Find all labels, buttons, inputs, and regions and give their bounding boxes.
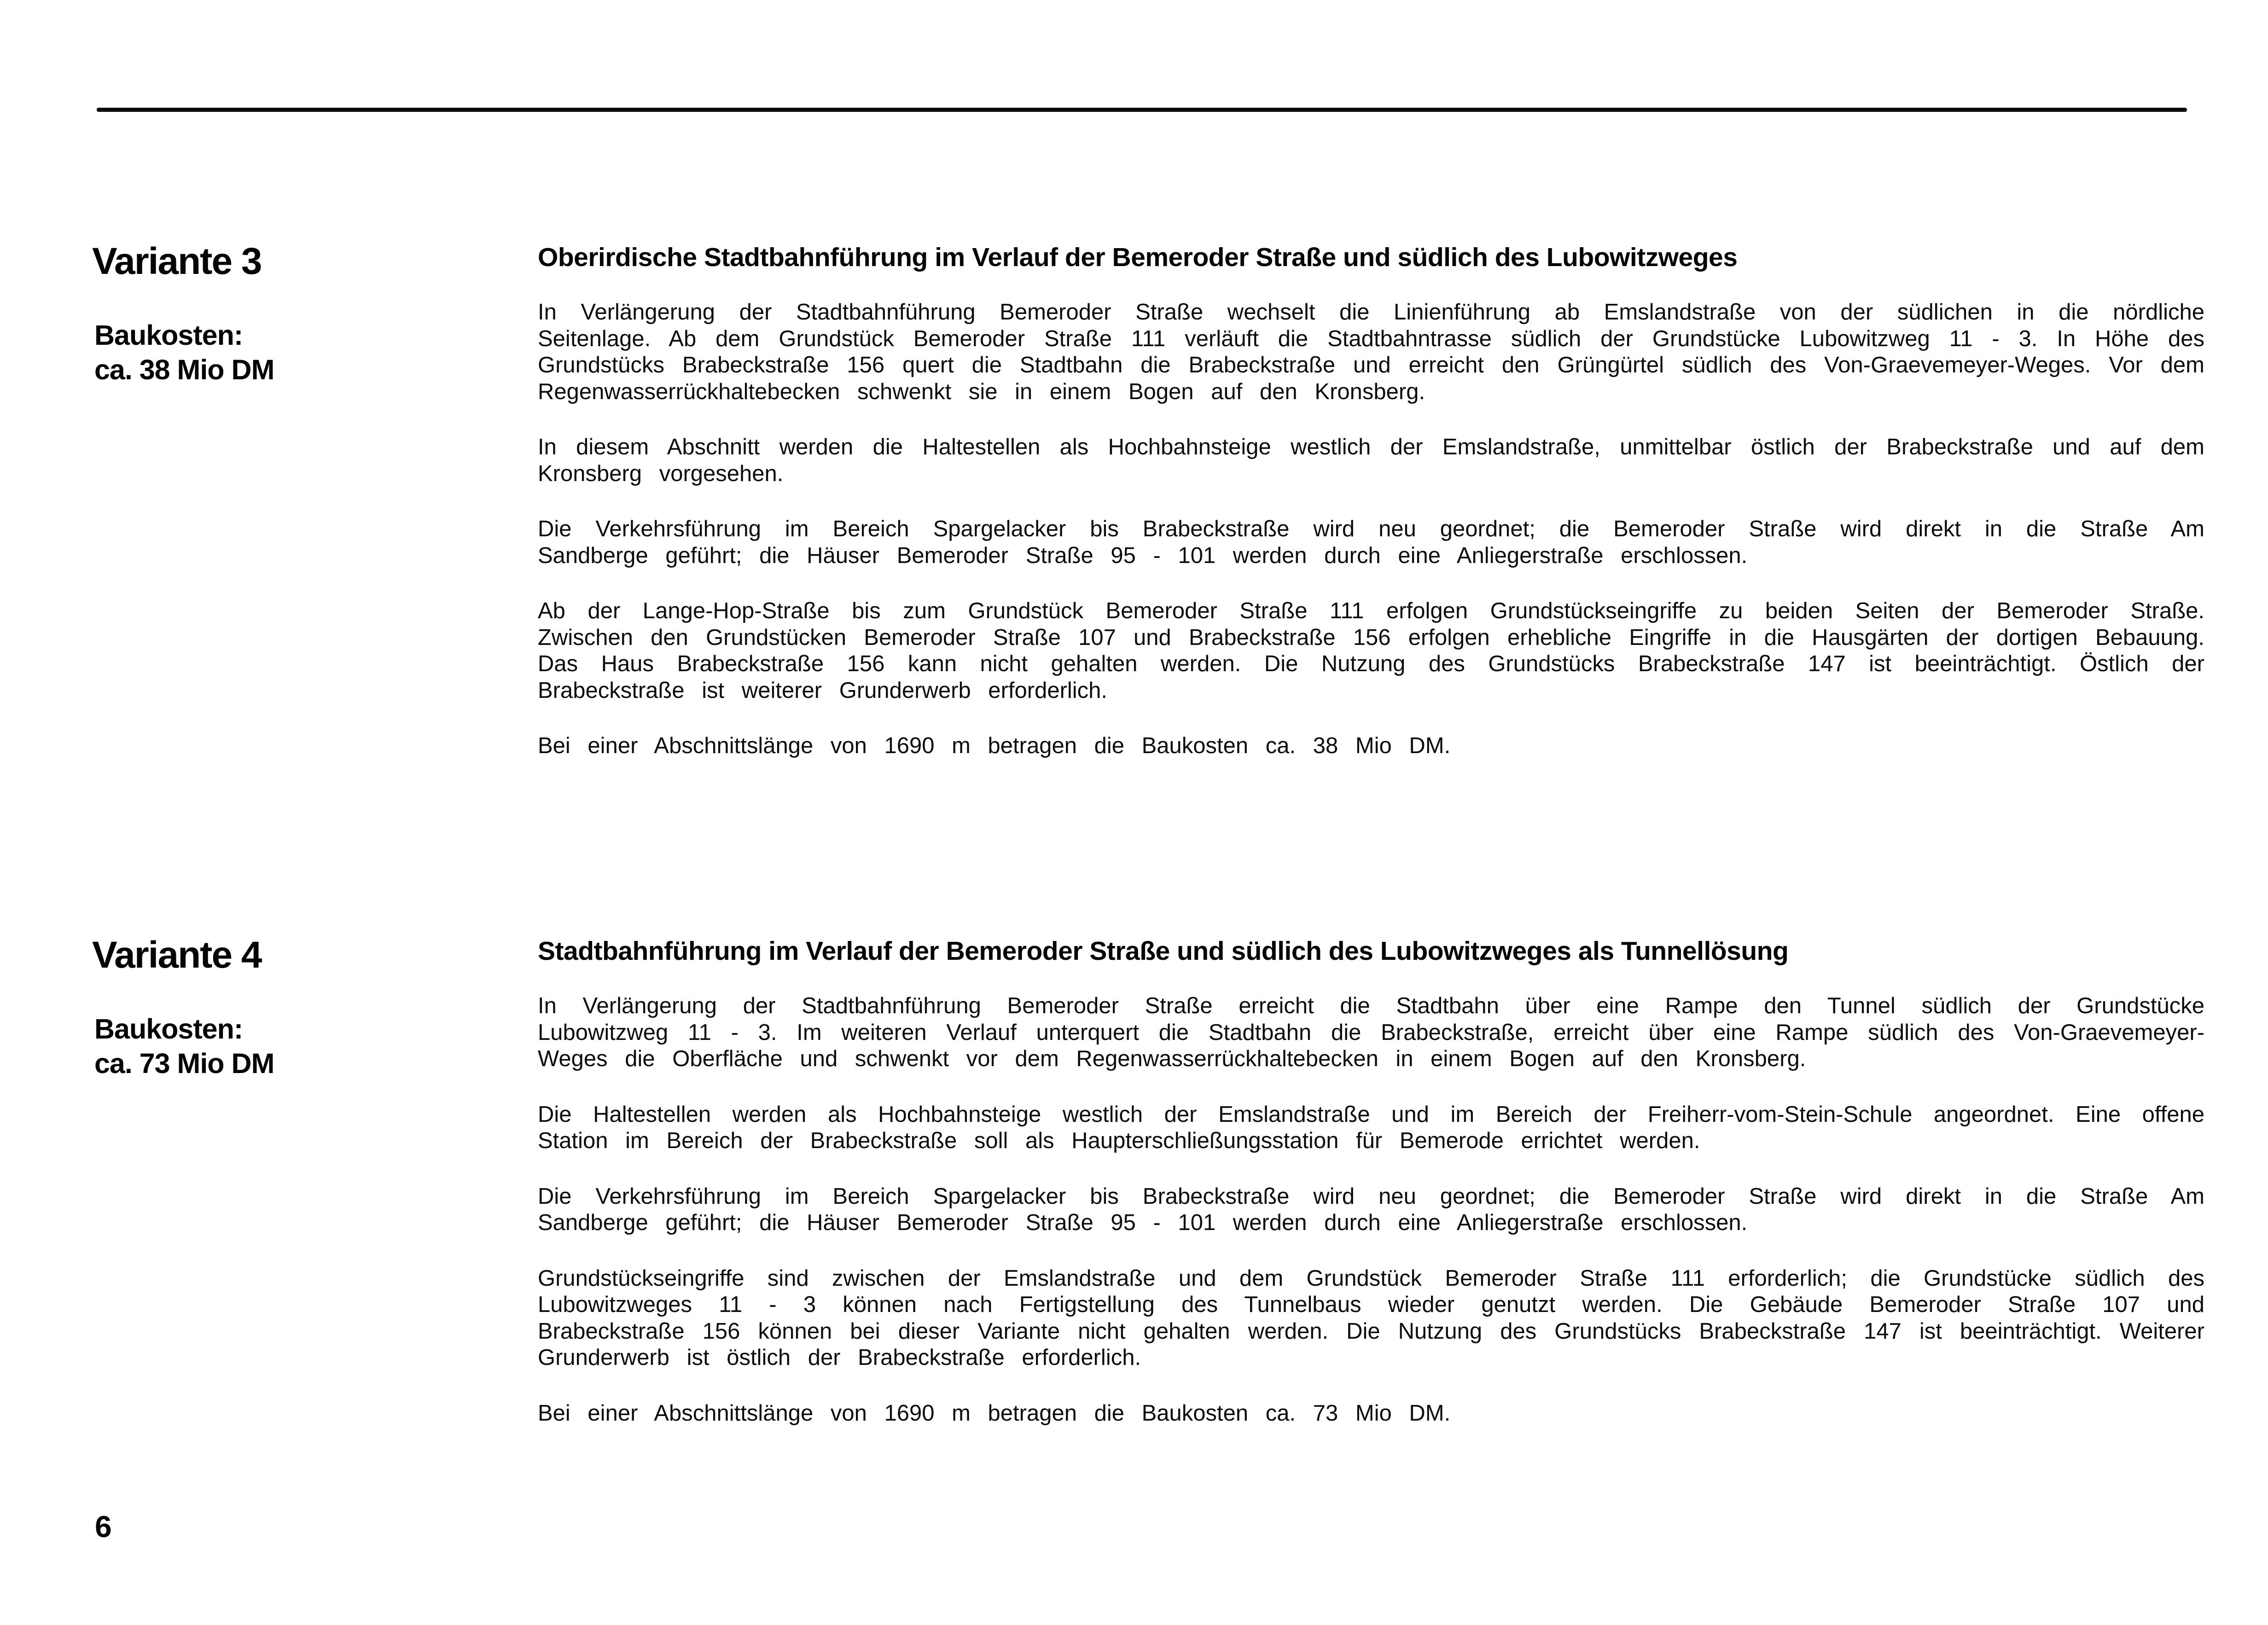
paragraph: In Verlängerung der Stadtbahnführung Bemeroder Straße erreicht die Stadtbahn über eine Rampe den Tunnel südlich der Grundstücke Lubowitzweg 11 - 3. Im weiteren Verlauf unterquert die Stadtbahn die Brabeckstraße, erreicht über eine Rampe südlich des Von-Graevemeyer-Weges die Oberfläche und schwenkt vor dem Regenwasserrückhaltebecken in einem Bogen auf den Kronsberg. [538, 993, 2204, 1071]
cost-label: Baukosten: [94, 319, 243, 351]
paragraph: In diesem Abschnitt werden die Haltestellen als Hochbahnsteige westlich der Emslandstraße, unmittelbar östlich der Brabeckstraße und auf dem Kronsberg vorgesehen. [538, 435, 2204, 486]
paragraph: Die Verkehrsführung im Bereich Spargelacker bis Brabeckstraße wird neu geordnet; die Bemeroder Straße wird direkt in die Straße Am Sandberge geführt; die Häuser Bemeroder Straße 95 - 101 werden durch eine Anliegerstraße erschlossen. [538, 1184, 2204, 1235]
paragraph: Bei einer Abschnittslänge von 1690 m betragen die Baukosten ca. 73 Mio DM. [538, 1400, 1451, 1426]
variante-3-text-column [538, 241, 2204, 789]
paragraph: Bei einer Abschnittslänge von 1690 m betragen die Baukosten ca. 38 Mio DM. [538, 733, 1451, 758]
variante-3-title: Variante 3 [92, 240, 262, 282]
cost-value: ca. 38 Mio DM [94, 354, 274, 385]
paragraph: Ab der Lange-Hop-Straße bis zum Grundstück Bemeroder Straße 111 erfolgen Grundstückseingriffe zu beiden Seiten der Bemeroder Straße. Zwischen den Grundstücken Bemeroder Straße 107 und Brabeckstraße 156 erfolgen erhebliche Eingriffe in die Hausgärten der dortigen Bebauung. Das Haus Brabeckstraße 156 kann nicht gehalten werden. Die Nutzung des Grundstücks Brabeckstraße 147 ist beeinträchtigt. Östlich der Brabeckstraße ist weiterer Grunderwerb erforderlich. [538, 598, 2204, 703]
paragraph: In Verlängerung der Stadtbahnführung Bemeroder Straße wechselt die Linienführung ab Emslandstraße von der südlichen in die nördliche Seitenlage. Ab dem Grundstück Bemeroder Straße 111 verläuft die Stadtbahntrasse südlich der Grundstücke Lubowitzweg 11 - 3. In Höhe des Grundstücks Brabeckstraße 156 quert die Stadtbahn die Brabeckstraße und erreicht den Grüngürtel südlich des Von-Graevemeyer-Weges. Vor dem Regenwasserrückhaltebecken schwenkt sie in einem Bogen auf den Kronsberg. [538, 300, 2204, 404]
cost-value: ca. 73 Mio DM [94, 1048, 274, 1079]
paragraph: Die Haltestellen werden als Hochbahnsteige westlich der Emslandstraße und im Bereich der Freiherr-vom-Stein-Schule angeordnet. Eine offene Station im Bereich der Brabeckstraße soll als Haupterschließungsstation für Bemerode errichtet werden. [538, 1102, 2204, 1153]
variante-3-heading: Oberirdische Stadtbahnführung im Verlauf der Bemeroder Straße und südlich des Lubowitzweges [538, 243, 1738, 272]
variante-4-cost [94, 1012, 274, 1081]
variante-4-left-column [92, 934, 506, 1079]
variante-4-heading: Stadtbahnführung im Verlauf der Bemeroder Straße und südlich des Lubowitzweges als Tunnellösung [538, 936, 1789, 966]
cost-label: Baukosten: [94, 1013, 243, 1045]
variante-4-text-column [538, 934, 2204, 1456]
variante-3-left-column [92, 240, 506, 385]
variante-3-cost [94, 318, 274, 387]
section-variante-3 [0, 240, 2268, 758]
variante-4-title: Variante 4 [92, 934, 262, 976]
variante-3-body [538, 299, 2204, 760]
variante-4-body [538, 993, 2204, 1427]
paragraph: Grundstückseingriffe sind zwischen der Emslandstraße und dem Grundstück Bemeroder Straße 111 erforderlich; die Grundstücke südlich des Lubowitzweges 11 - 3 können nach Fertigstellung des Tunnelbaus wieder genutzt werden. Die Gebäude Bemeroder Straße 107 und Brabeckstraße 156 können bei dieser Variante nicht gehalten werden. Die Nutzung des Grundstücks Brabeckstraße 147 ist beeinträchtigt. Weiterer Grunderwerb ist östlich der Brabeckstraße erforderlich. [538, 1265, 2204, 1370]
paragraph: Die Verkehrsführung im Bereich Spargelacker bis Brabeckstraße wird neu geordnet; die Bemeroder Straße wird direkt in die Straße Am Sandberge geführt; die Häuser Bemeroder Straße 95 - 101 werden durch eine Anliegerstraße erschlossen. [538, 517, 2204, 568]
page-number: 6 [95, 1509, 112, 1544]
top-rule-divider [97, 108, 2187, 112]
section-variante-4 [0, 934, 2268, 1441]
